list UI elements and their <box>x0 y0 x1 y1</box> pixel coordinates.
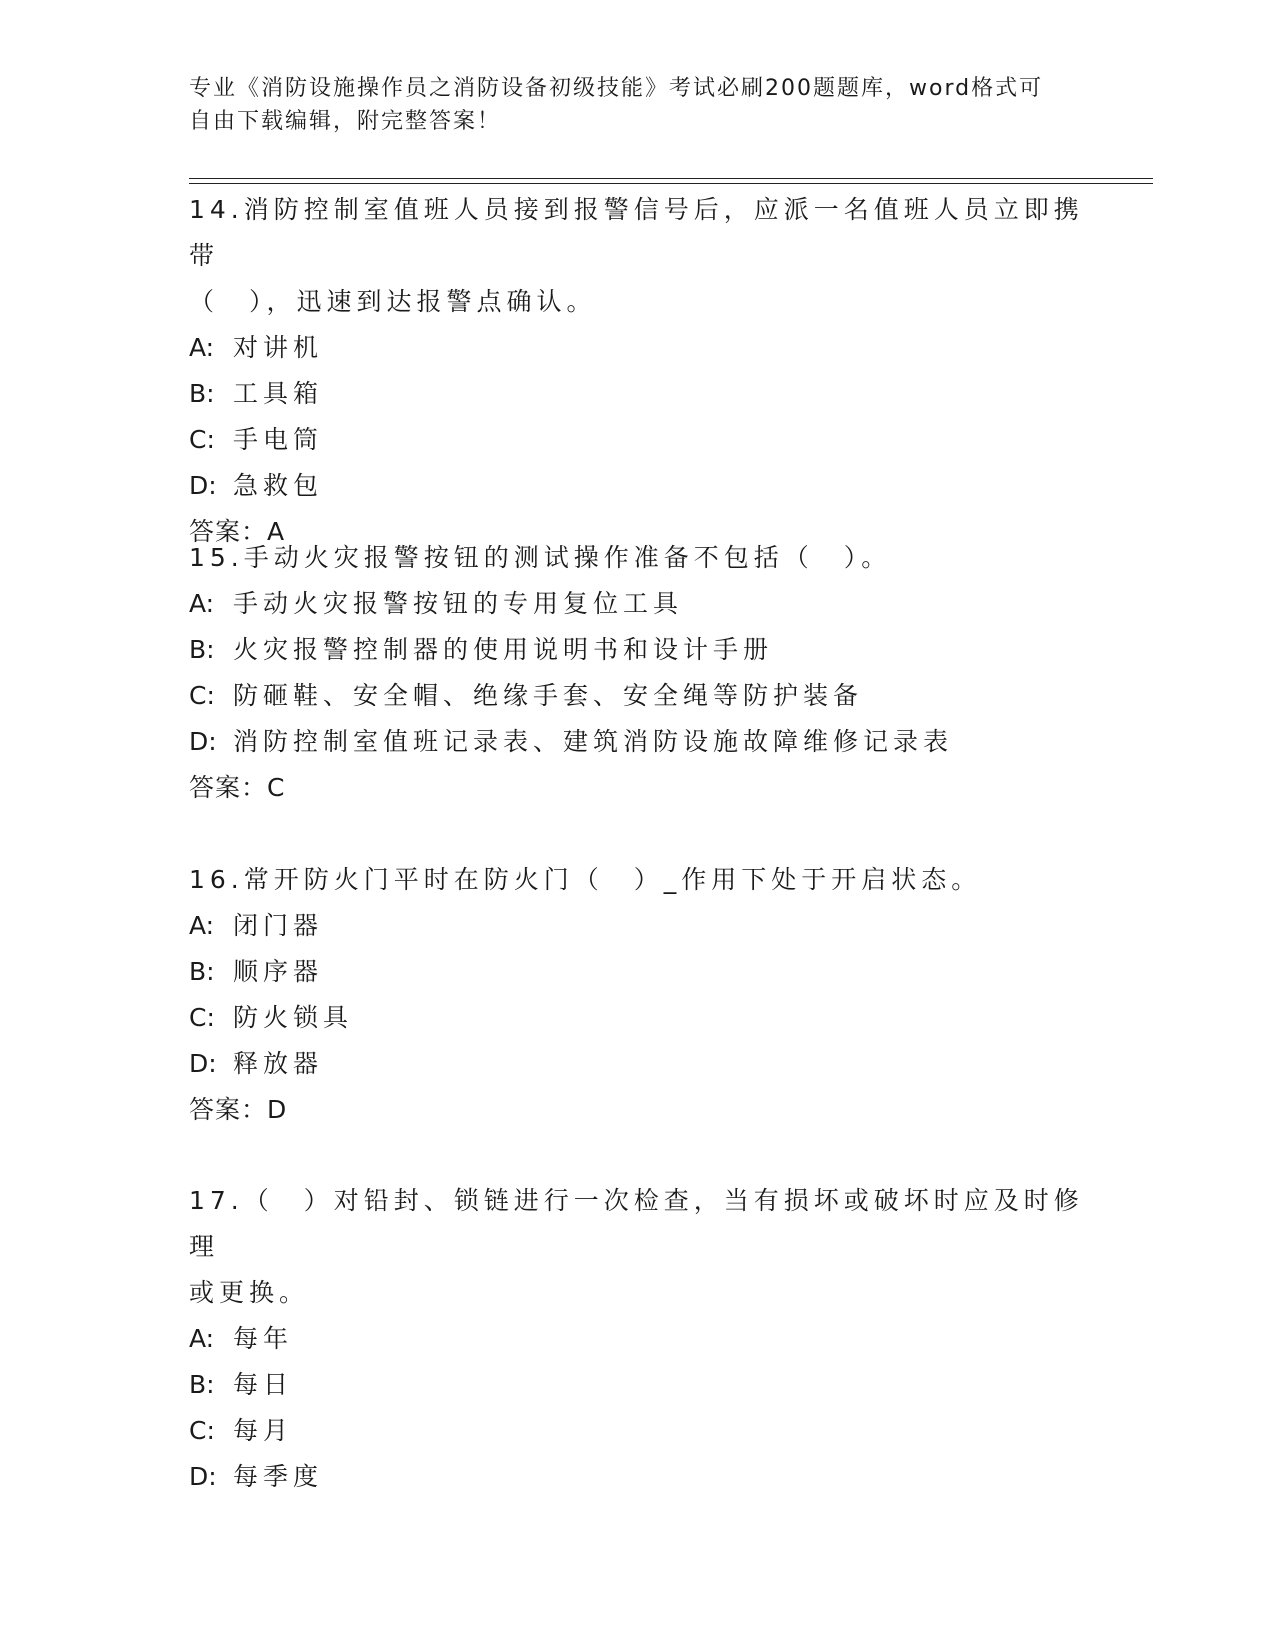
question-text-continued: （ ），迅速到达报警点确认。 <box>189 287 597 316</box>
question-16 <box>189 857 1089 1133</box>
option-letter: D: <box>189 1462 217 1491</box>
option-letter: D: <box>189 1049 217 1078</box>
option-b <box>189 1362 1089 1408</box>
option-letter: A: <box>189 911 215 940</box>
option-letter: C: <box>189 681 215 710</box>
question-text-continued: 或更换。 <box>189 1278 310 1307</box>
option-letter: C: <box>189 1416 215 1445</box>
question-text: 16.常开防火门平时在防火门（ ）_作用下处于开启状态。 <box>189 865 982 894</box>
option-text: 释放器 <box>233 1049 324 1078</box>
option-letter: D: <box>189 727 217 756</box>
answer-line: 答案：D <box>189 1095 288 1124</box>
option-text: 每季度 <box>233 1462 324 1491</box>
option-text: 手电筒 <box>233 425 324 454</box>
option-letter: A: <box>189 333 215 362</box>
option-a <box>189 581 1089 627</box>
option-text: 每月 <box>233 1416 294 1445</box>
answer-line: 答案：A <box>189 517 286 546</box>
question-14 <box>189 187 1089 555</box>
option-letter: B: <box>189 379 215 408</box>
question-17 <box>189 1178 1089 1500</box>
question-text: 15.手动火灾报警按钮的测试操作准备不包括（ ）。 <box>189 543 892 572</box>
option-d <box>189 719 1089 765</box>
option-text: 顺序器 <box>233 957 324 986</box>
option-d <box>189 1041 1089 1087</box>
option-b <box>189 371 1089 417</box>
option-text: 防砸鞋、安全帽、绝缘手套、安全绳等防护装备 <box>233 681 864 710</box>
option-c <box>189 1408 1089 1454</box>
option-d <box>189 1454 1089 1500</box>
option-text: 工具箱 <box>233 379 324 408</box>
option-b <box>189 949 1089 995</box>
option-text: 每日 <box>233 1370 294 1399</box>
option-text: 对讲机 <box>233 333 324 362</box>
option-a <box>189 1316 1089 1362</box>
option-c <box>189 673 1089 719</box>
option-letter: D: <box>189 471 217 500</box>
option-b <box>189 627 1089 673</box>
answer-line: 答案：C <box>189 773 286 802</box>
option-letter: A: <box>189 589 215 618</box>
header-line-1: 专业《消防设施操作员之消防设备初级技能》考试必刷200题题库，word格式可 <box>189 76 1044 101</box>
option-c <box>189 417 1089 463</box>
option-a <box>189 325 1089 371</box>
option-letter: B: <box>189 957 215 986</box>
option-letter: B: <box>189 1370 215 1399</box>
option-text: 防火锁具 <box>233 1003 354 1032</box>
header-divider-bottom <box>189 183 1153 184</box>
option-text: 急救包 <box>233 471 324 500</box>
option-text: 闭门器 <box>233 911 324 940</box>
option-c <box>189 995 1089 1041</box>
option-letter: C: <box>189 425 215 454</box>
option-letter: B: <box>189 635 215 664</box>
option-letter: C: <box>189 1003 215 1032</box>
option-text: 每年 <box>233 1324 294 1353</box>
question-text: 14.消防控制室值班人员接到报警信号后，应派一名值班人员立即携带 <box>189 195 1084 270</box>
question-text: 17.（ ）对铅封、锁链进行一次检查，当有损坏或破坏时应及时修理 <box>189 1186 1084 1261</box>
option-a <box>189 903 1089 949</box>
document-header <box>189 72 1089 138</box>
header-line-2: 自由下载编辑，附完整答案！ <box>189 109 502 134</box>
option-text: 火灾报警控制器的使用说明书和设计手册 <box>233 635 774 664</box>
option-text: 手动火灾报警按钮的专用复位工具 <box>233 589 684 618</box>
question-15 <box>189 535 1089 811</box>
option-text: 消防控制室值班记录表、建筑消防设施故障维修记录表 <box>233 727 954 756</box>
header-divider-top <box>189 178 1153 179</box>
option-letter: A: <box>189 1324 215 1353</box>
option-d <box>189 463 1089 509</box>
